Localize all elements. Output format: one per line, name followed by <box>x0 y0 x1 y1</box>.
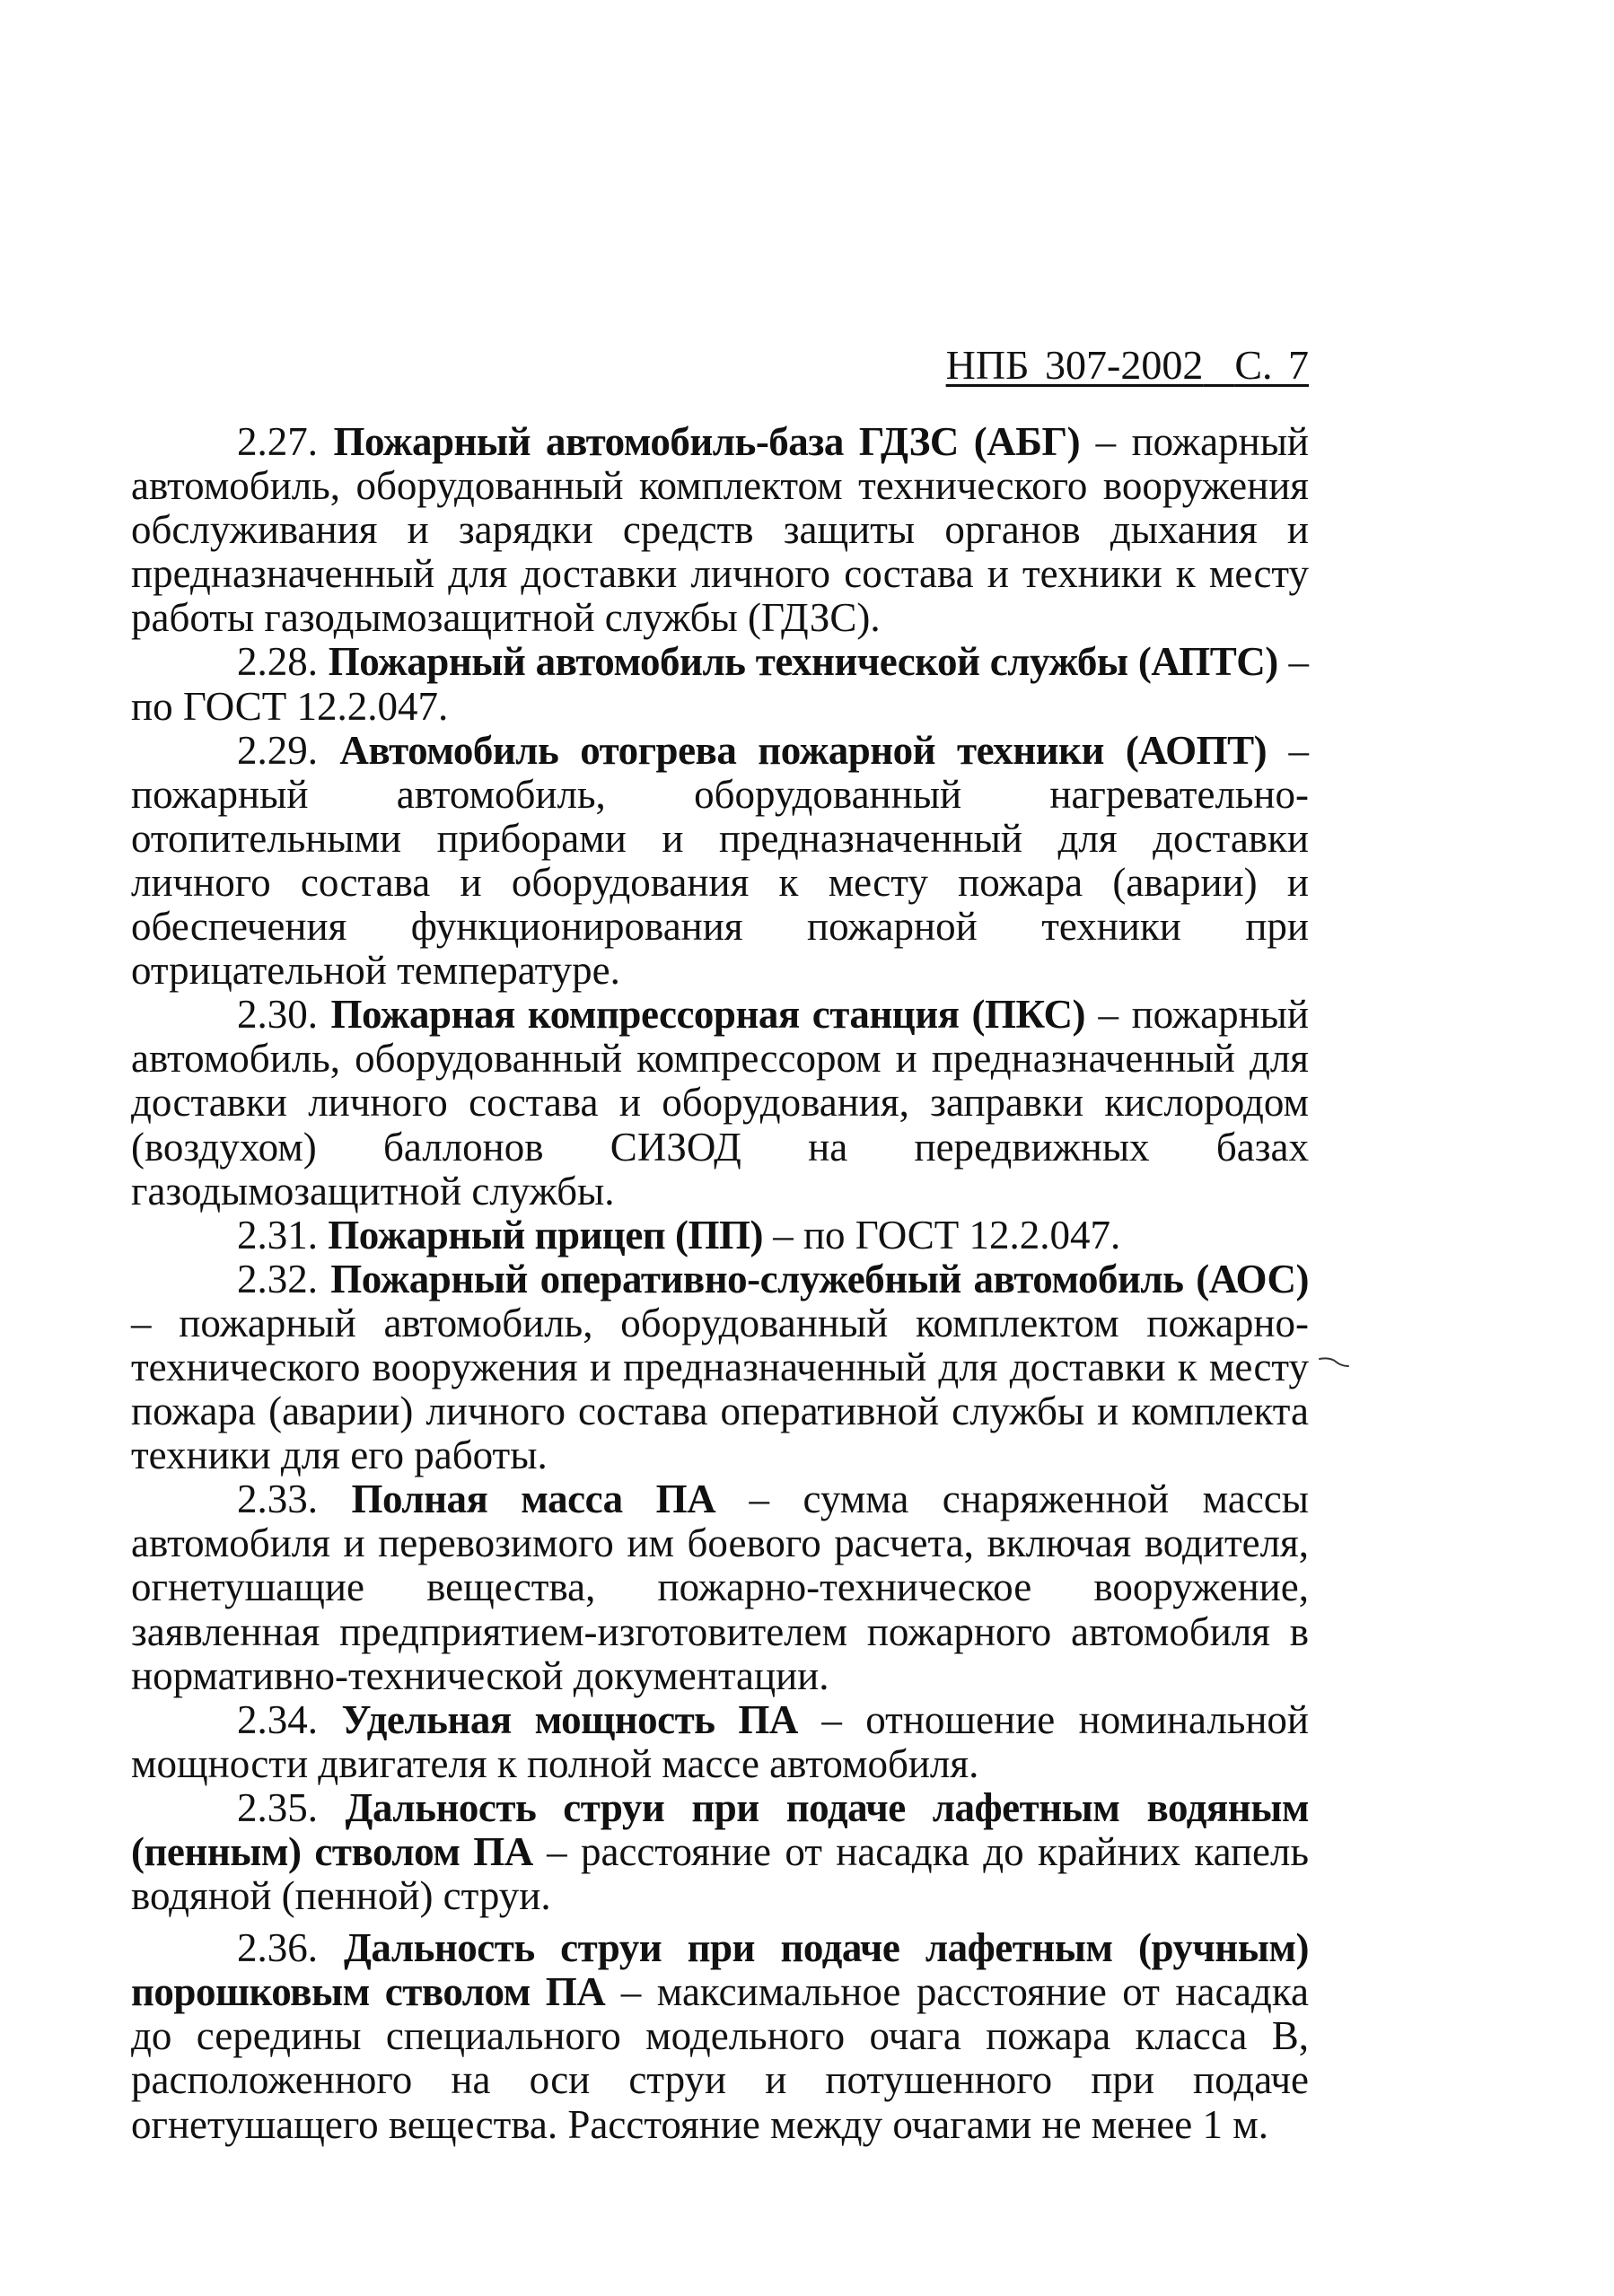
term: Полная масса ПА <box>351 1477 716 1522</box>
page-number: С. 7 <box>1234 342 1309 388</box>
definition-text: – максимальное расстояние от насадка до середины специального модельного очага пожара класса В, расположенного на оси струи и потушенного при подаче огнетушащего вещества. Расстояние между очагами не менее 1 м. <box>131 1969 1309 2147</box>
clause-number: 2.33. <box>237 1477 318 1522</box>
clause-number: 2.27. <box>237 419 318 464</box>
clause-number: 2.28. <box>237 639 318 685</box>
definition-text: – по ГОСТ 12.2.047. <box>773 1212 1121 1258</box>
definition-text: – пожарный автомобиль, оборудованный компрессором и предназначенный для доставки личного состава и оборудования, заправки кислородом (воздухом) баллонов СИЗОД на передвижных базах газодымозащитной службы. <box>131 992 1309 1214</box>
document-body <box>131 420 1309 2147</box>
term: Дальность струи при подаче лафетным (ручным) порошковым стволом ПА <box>131 1925 1309 2015</box>
definition-text: – пожарный автомобиль, оборудованный комплектом технического вооружения обслуживания и зарядки средств защиты органов дыхания и предназначенный для доставки личного состава и техники к месту работы газодымозащитной службы (ГДЗС). <box>131 419 1310 641</box>
definition-text: – по ГОСТ 12.2.047. <box>131 639 1309 729</box>
page-header <box>946 343 1309 388</box>
definition-2-32 <box>131 1258 1309 1477</box>
term: Удельная мощность ПА <box>341 1696 798 1742</box>
definition-text: – пожарный автомобиль, оборудованный комплектом пожарно-технического вооружения и предназначенный для доставки к месту пожара (аварии) личного состава оперативной службы и комплекта техники для его работы. <box>131 1300 1309 1478</box>
clause-number: 2.29. <box>237 727 318 773</box>
definition-2-35 <box>131 1786 1309 1918</box>
margin-pen-mark <box>1318 1354 1350 1370</box>
definition-2-34 <box>131 1698 1309 1786</box>
definition-text: – расстояние от насадка до крайних капель водяной (пенной) струи. <box>131 1829 1309 1919</box>
clause-number: 2.35. <box>237 1784 318 1830</box>
clause-number: 2.32. <box>237 1256 318 1301</box>
term: Дальность струи при подаче лафетным водяным (пенным) стволом ПА <box>131 1784 1309 1874</box>
definition-2-28 <box>131 640 1309 728</box>
clause-number: 2.36. <box>237 1925 318 1971</box>
term: Пожарный автомобиль-база ГДЗС (АБГ) <box>333 419 1081 464</box>
term: Пожарный автомобиль технической службы (АПТС) <box>328 639 1278 685</box>
document-number: НПБ 307-2002 <box>945 342 1204 388</box>
definition-text: – отношение номинальной мощности двигателя к полной массе автомобиля. <box>131 1696 1310 1786</box>
definition-text: – пожарный автомобиль, оборудованный нагревательно-отопительными приборами и предназначенный для доставки личного состава и оборудования к месту пожара (аварии) и обеспечения функционирования пожарной техники при отрицательной температуре. <box>131 727 1309 994</box>
definition-text: – сумма снаряженной массы автомобиля и перевозимого им боевого расчета, включая водителя, огнетушащие вещества, пожарно-техническое вооружение, заявленная предприятием-изготовителем пожарного автомобиля в нормативно-технической документации. <box>131 1477 1309 1698</box>
clause-number: 2.34. <box>237 1696 318 1742</box>
definition-2-29 <box>131 729 1309 994</box>
clause-number: 2.31. <box>237 1212 318 1258</box>
clause-number: 2.30. <box>237 992 318 1038</box>
term: Автомобиль отогрева пожарной техники (АОПТ) <box>339 727 1268 773</box>
term: Пожарный оперативно-служебный автомобиль (АОС) <box>330 1256 1309 1301</box>
term: Пожарная компрессорная станция (ПКС) <box>330 992 1086 1038</box>
definition-2-36 <box>131 1926 1309 2146</box>
definition-2-31 <box>131 1214 1309 1258</box>
definition-2-27 <box>131 420 1309 640</box>
definition-2-33 <box>131 1477 1309 1697</box>
term: Пожарный прицеп (ПП) <box>328 1212 763 1258</box>
definition-2-30 <box>131 993 1309 1213</box>
